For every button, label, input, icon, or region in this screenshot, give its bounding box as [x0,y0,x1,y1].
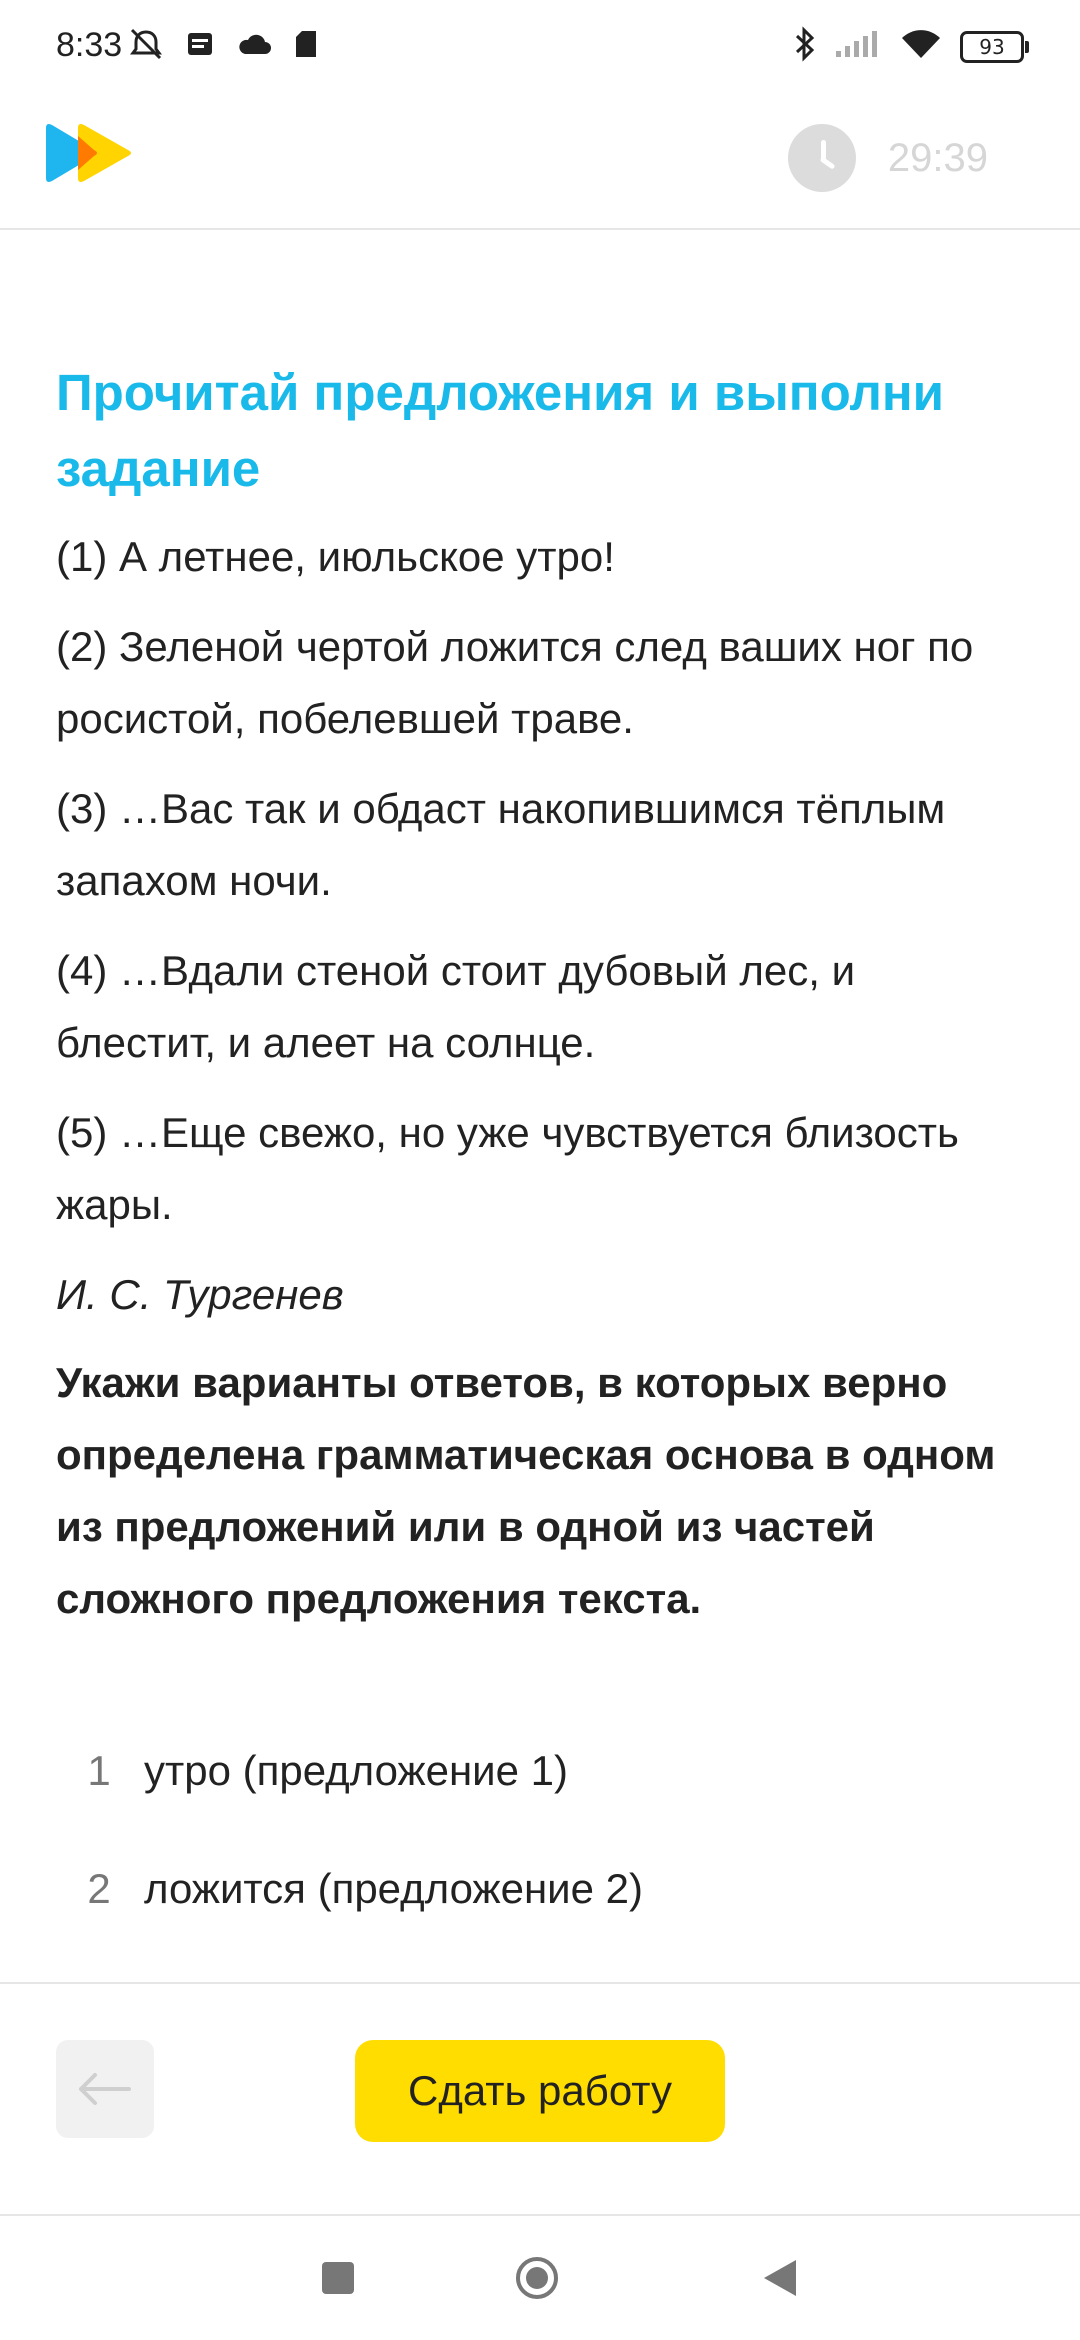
clock-icon [788,124,856,192]
bottom-toolbar [0,1982,1080,2216]
system-nav-bar [0,2214,1080,2340]
play-logo-icon[interactable] [42,122,134,189]
arrow-left-icon [77,2072,133,2106]
submit-work-button[interactable]: Сдать работу [355,2040,725,2142]
sentence-1: (1) А летнее, июльское утро! [56,533,615,580]
task-content [56,355,1026,1635]
bluetooth-icon [794,26,816,67]
answer-options [56,1712,1026,1948]
back-icon[interactable] [764,2260,796,2296]
battery-icon: 93 [960,31,1024,63]
option-text: утро (предложение 1) [144,1747,568,1794]
option-text: ложится (предложение 2) [144,1865,643,1912]
status-left-icons [128,28,318,65]
sentence-2: (2) Зеленой чертой ложится след ваших ног по росистой, побелевшей траве. [56,623,974,742]
timer-text: 29:39 [887,135,988,180]
option-number: 2 [87,1865,111,1912]
answer-option-2[interactable] [56,1830,1026,1948]
option-number: 1 [87,1747,111,1794]
notes-icon [186,31,214,62]
question-text: Укажи варианты ответов, в которых верно определена грамматическая основа в одном из предложений или в одной из частей сложного предложения текста. [56,1359,996,1622]
cloud-icon [236,32,272,61]
back-button[interactable] [56,2040,154,2138]
alarm-off-icon [128,28,164,65]
sentence-5: (5) …Еще свежо, но уже чувствуется близость жары. [56,1109,959,1228]
author: И. С. Тургенев [56,1271,344,1318]
status-time: 8:33 [56,26,123,64]
sentence-3: (3) …Вас так и обдаст накопившимся тёплым запахом ночи. [56,785,946,904]
signal-icon [834,29,882,64]
timer [788,124,988,192]
sentence-4: (4) …Вдали стеной стоит дубовый лес, и блестит, и алеет на солнце. [56,947,856,1066]
answer-option-1[interactable] [56,1712,1026,1830]
status-bar [0,0,1080,96]
recents-icon[interactable] [322,2262,354,2294]
wifi-icon [900,28,942,65]
home-icon[interactable] [516,2257,558,2299]
task-title: Прочитай предложения и выполни задание [56,364,945,497]
status-right-icons [794,26,1024,67]
sd-card-icon [294,29,318,64]
